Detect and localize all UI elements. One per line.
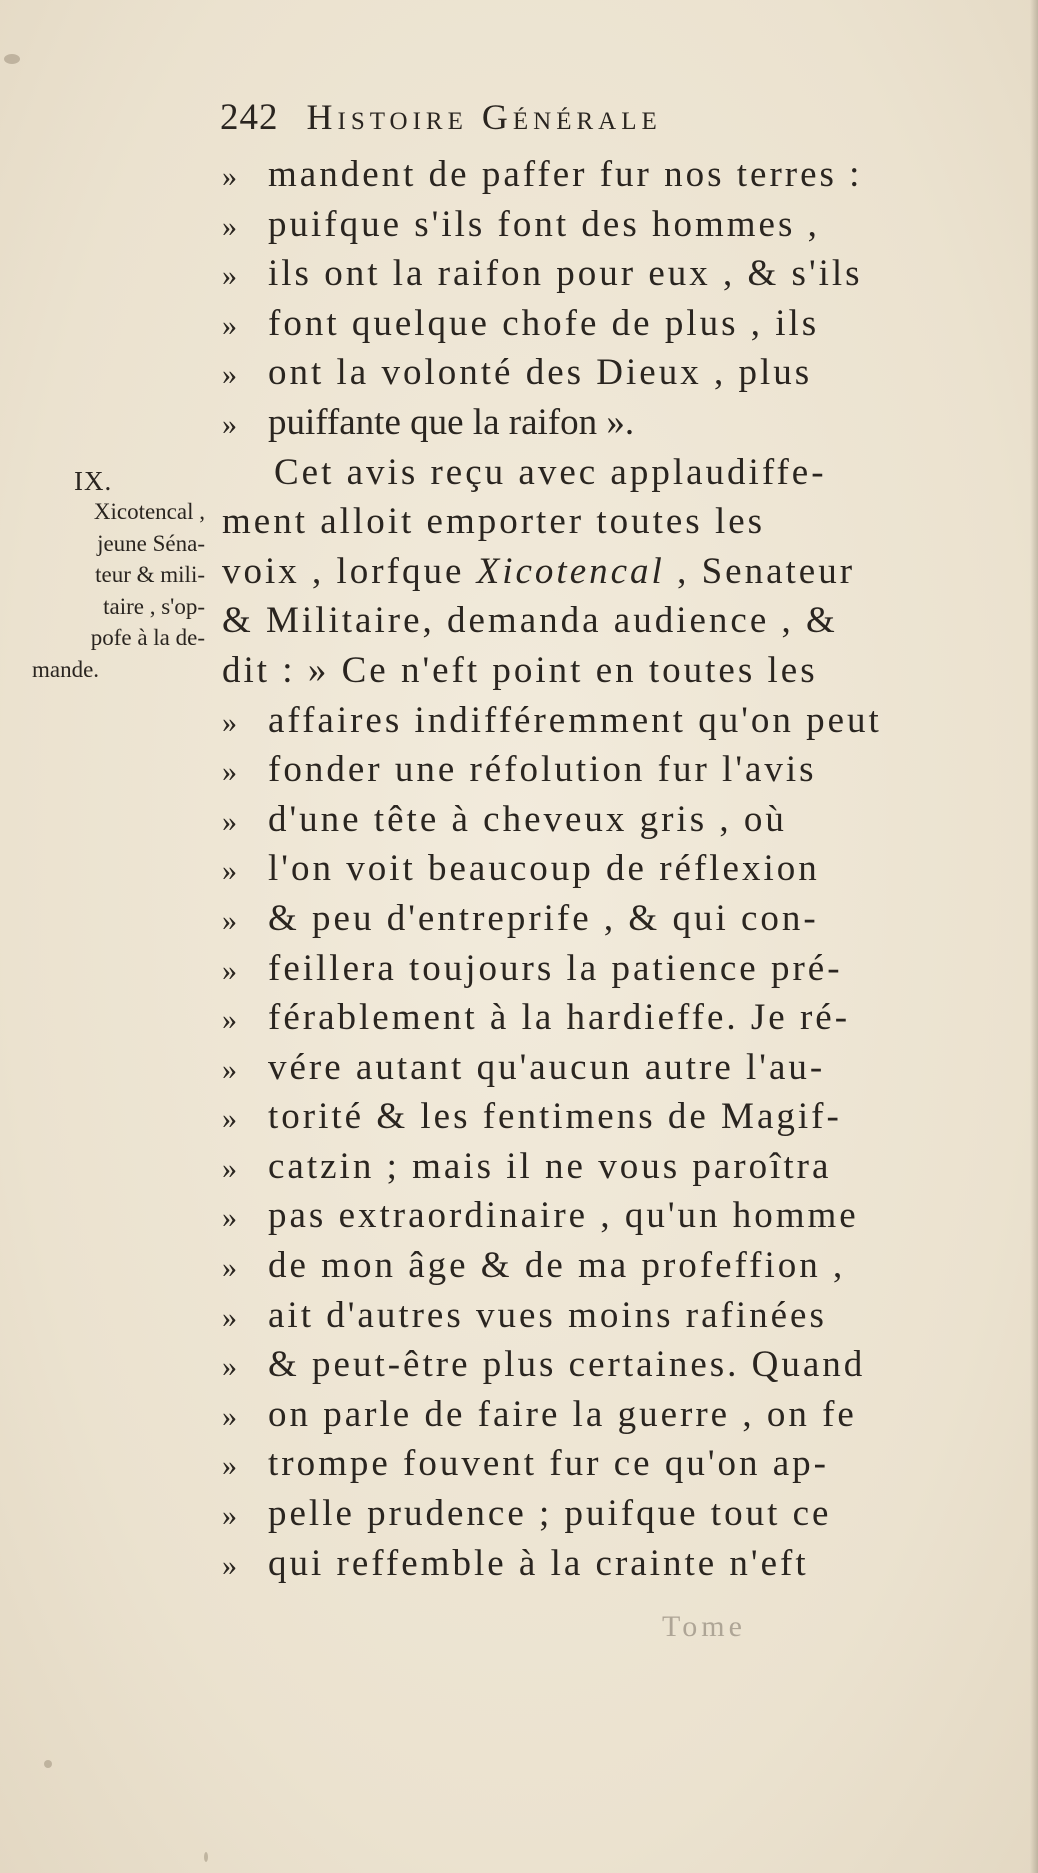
line-text: mandent de paffer fur nos terres : [268, 154, 863, 195]
quotation-mark: » [222, 1350, 237, 1384]
line-text: affaires indifféremment qu'on peut [268, 699, 882, 741]
line-text: vére autant qu'aucun autre l'au- [268, 1046, 826, 1088]
text-line [222, 1142, 944, 1192]
line-text: trompe fouvent fur ce qu'on ap- [268, 1443, 829, 1485]
text-line [222, 299, 944, 349]
line-text: d'une tête à cheveux gris , où [268, 798, 787, 840]
page-number: 242 [220, 97, 279, 138]
line-text: & peu d'entreprife , & qui con- [268, 897, 819, 939]
line-text: ment alloit emporter toutes les [222, 501, 766, 543]
line-text: ont la volonté des Dieux , plus [268, 352, 813, 394]
text-line [222, 844, 944, 894]
text-line [222, 150, 944, 200]
margin-note-line: teur & mili- [95, 562, 205, 587]
text-line [222, 1043, 944, 1093]
running-title: Histoire Générale [306, 97, 662, 137]
margin-note-line: taire , s'op- [103, 593, 205, 619]
line-text: & Militaire, demanda audience , & [222, 600, 838, 642]
quotation-mark: » [222, 1052, 237, 1086]
text-line [222, 894, 944, 944]
quotation-mark: » [222, 804, 237, 838]
quotation-mark: » [222, 1151, 237, 1185]
quotation-mark: » [222, 1102, 237, 1136]
line-text: & peut-être plus certaines. Quand [268, 1344, 866, 1386]
ink-spot [4, 54, 20, 64]
line-text: pas extraordinaire , qu'un homme [268, 1195, 859, 1237]
quotation-mark: » [222, 1499, 237, 1533]
margin-note-line: Xicotencal , [93, 499, 205, 524]
quotation-mark: » [222, 755, 237, 789]
line-text: puifque s'ils font des hommes , [268, 203, 820, 245]
text-line [222, 1241, 944, 1291]
quotation-mark: » [222, 1300, 237, 1334]
line-text: ait d'autres vues moins rafinées [268, 1294, 827, 1336]
line-text: torité & les fentimens de Magif- [268, 1096, 842, 1138]
margin-note-lines [4, 496, 209, 685]
text-line [222, 497, 944, 547]
margin-note [4, 466, 209, 685]
text-line [222, 448, 944, 498]
quotation-mark: » [222, 1201, 237, 1235]
line-text: font quelque chofe de plus , ils [268, 302, 820, 344]
page-edge [1030, 0, 1038, 1873]
quotation-mark: » [222, 1399, 237, 1433]
text-line [222, 745, 944, 795]
text-line [222, 1092, 944, 1142]
line-text: l'on voit beaucoup de réflexion [268, 848, 820, 890]
line-text: de mon âge & de ma profeffion , [268, 1245, 846, 1287]
quotation-mark: » [222, 903, 237, 937]
quotation-mark: » [222, 358, 237, 392]
text-line [222, 200, 944, 250]
line-text: férablement à la hardieffe. Je ré- [268, 997, 851, 1039]
body-text [222, 150, 944, 1650]
text-line [222, 1439, 944, 1489]
quotation-mark: » [222, 259, 237, 293]
text-line [222, 993, 944, 1043]
text-line [222, 398, 944, 448]
line-text: catzin ; mais il ne vous paroîtra [268, 1145, 832, 1187]
ink-spot [204, 1852, 208, 1862]
quotation-mark: » [222, 160, 237, 193]
line-text: fonder une réfolution fur l'avis [268, 749, 817, 791]
text-line [222, 696, 944, 746]
line-text: feillera toujours la patience pré- [268, 947, 843, 989]
line-text: pelle prudence ; puifque tout ce [268, 1493, 832, 1535]
quotation-mark: » [222, 953, 237, 987]
margin-note-line: jeune Séna- [97, 530, 205, 556]
quotation-mark: » [222, 854, 237, 888]
margin-note-line: pofe à la de- [90, 625, 205, 650]
text-line [222, 348, 944, 398]
line-text: dit : » Ce n'eft point en toutes les [222, 649, 818, 691]
text-line [222, 1390, 944, 1440]
margin-note-number: IX. [74, 466, 113, 496]
text-line [222, 596, 944, 646]
line-text: qui reffemble à la crainte n'eft [268, 1542, 809, 1584]
text-line [222, 1191, 944, 1241]
text-line [222, 646, 944, 696]
text-line [222, 1539, 944, 1589]
quotation-mark: » [222, 1449, 237, 1483]
text-line [222, 547, 944, 597]
text-line [222, 944, 944, 994]
line-text: puiffante que la raifon ». [268, 401, 635, 443]
running-header [220, 96, 940, 144]
margin-note-line: mande. [32, 656, 100, 682]
text-line [222, 795, 944, 845]
signature-mark: Tome [662, 1610, 746, 1643]
text-line [222, 1489, 944, 1539]
name-italic: Xicotencal [476, 550, 665, 592]
quotation-mark: » [222, 1251, 237, 1285]
line-text: voix , lorfque Xicotencal , Senateur [222, 550, 856, 592]
quotation-mark: » [222, 705, 237, 739]
quotation-mark: » [222, 209, 237, 243]
quotation-mark: » [222, 1548, 237, 1582]
quotation-mark: » [222, 308, 237, 342]
ink-spot [44, 1760, 52, 1768]
line-text: ils ont la raifon pour eux , & s'ils [268, 253, 863, 295]
quotation-mark: » [222, 407, 237, 441]
quotation-mark: » [222, 1003, 237, 1037]
line-text: on parle de faire la guerre , on fe [268, 1393, 857, 1435]
text-line [222, 1291, 944, 1341]
line-text: Cet avis reçu avec applaudiffe- [274, 451, 827, 493]
text-line [222, 249, 944, 299]
text-line [222, 1340, 944, 1390]
